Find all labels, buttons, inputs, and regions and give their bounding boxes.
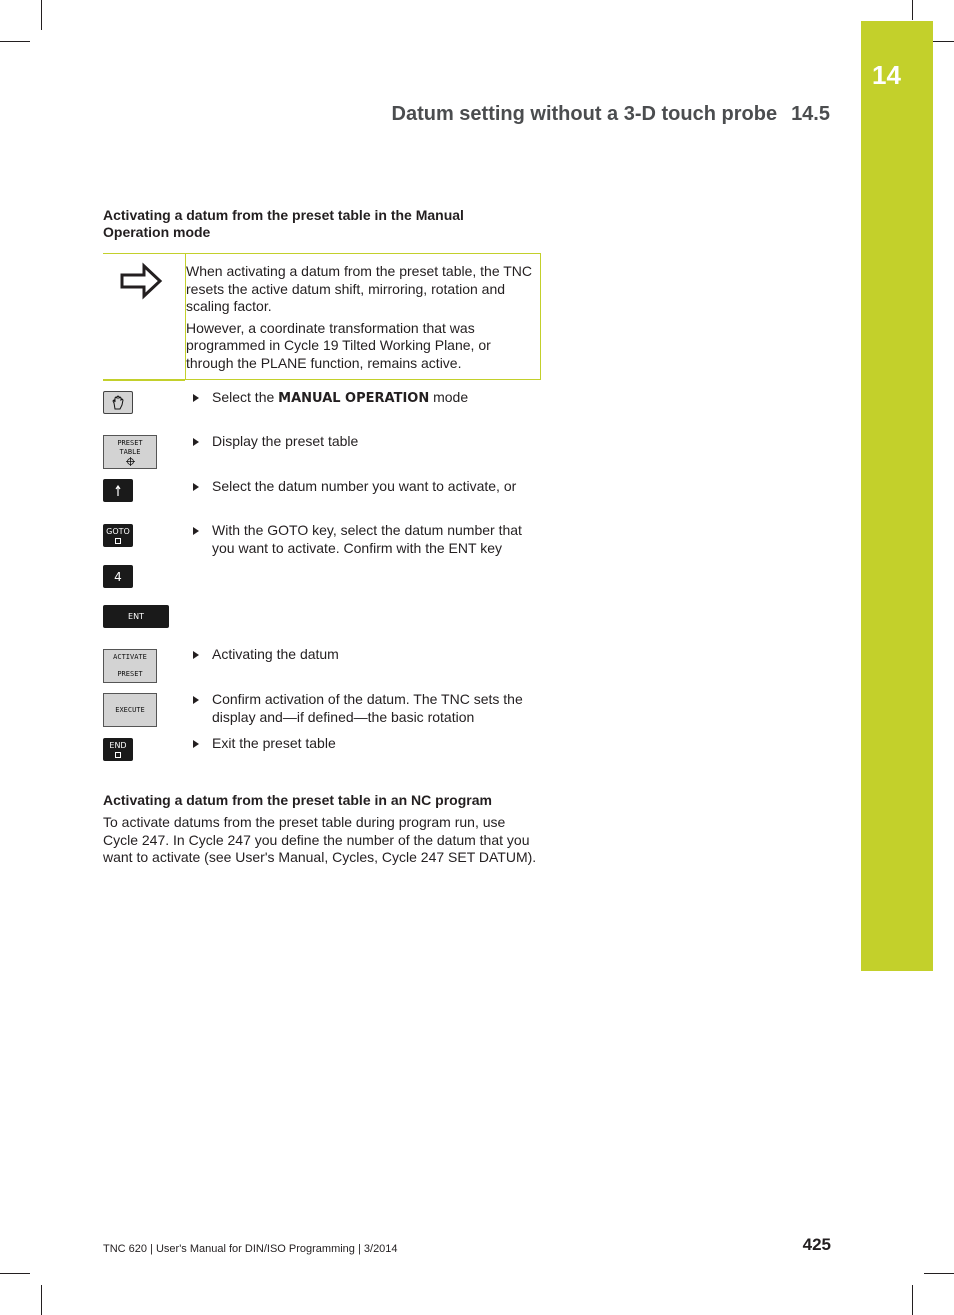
step (193, 735, 543, 753)
ent-key-label: ENT (128, 612, 144, 621)
step-text (212, 389, 543, 408)
step-text: Activating the datum (212, 646, 339, 662)
softkey-label: ACTIVATE (113, 653, 147, 661)
step (193, 433, 543, 451)
header-title: Datum setting without a 3-D touch probe (391, 103, 778, 125)
section-heading: Activating a datum from the preset table in the Manual Operation mode (103, 207, 464, 240)
note-paragraph: When activating a datum from the preset table, the TNC resets the active datum shift, mirroring, rotation and scaling factor. (186, 263, 533, 314)
goto-key-label: GOTO (106, 527, 130, 536)
bullet-triangle-icon (193, 394, 199, 402)
softkey-label: EXECUTE (115, 705, 145, 714)
note-box (103, 253, 541, 380)
step-text: Exit the preset table (212, 735, 336, 751)
bullet-triangle-icon (193, 527, 199, 535)
crop-mark (41, 0, 42, 30)
end-key-label: END (109, 741, 127, 750)
footer-text: TNC 620 | User's Manual for DIN/ISO Programming | 3/2014 (103, 1243, 398, 1255)
activate-preset-softkey[interactable] (103, 649, 157, 683)
running-header (392, 103, 830, 126)
crop-mark (41, 1285, 42, 1315)
chapter-tab (861, 21, 933, 971)
note-paragraph: However, a coordinate transformation that was programmed in Cycle 19 Tilted Working Plane, or through the PLANE function, remains active. (186, 319, 491, 371)
arrow-up-icon (115, 485, 121, 497)
crop-mark (924, 1273, 954, 1274)
note-text (186, 263, 534, 376)
page-number: 425 (802, 1235, 831, 1254)
body-paragraph: To activate datums from the preset table during program run, use Cycle 247. In Cycle 247 you define the number of the datum that you want to activate (see User's Manual, Cycles, Cycle 247 SET DATUM). (103, 814, 537, 865)
bullet-triangle-icon (193, 483, 199, 491)
softkey-label: PRESET (117, 670, 143, 678)
crop-mark (912, 0, 913, 20)
goto-key[interactable] (103, 524, 133, 547)
bullet-triangle-icon (193, 651, 199, 659)
arrow-right-icon (118, 262, 164, 302)
mode-name: MANUAL OPERATION (278, 391, 430, 406)
ent-key[interactable] (103, 605, 169, 628)
step-text-suffix: mode (429, 389, 469, 405)
crop-mark (912, 1285, 913, 1315)
hand-icon (111, 395, 125, 411)
step-text: With the GOTO key, select the datum number that you want to activate. Confirm with the ENT key (212, 522, 522, 556)
arrow-up-key[interactable] (103, 479, 133, 502)
square-icon (115, 752, 121, 758)
chapter-number: 14 (872, 60, 901, 90)
row-rule (103, 380, 185, 381)
end-key[interactable] (103, 738, 133, 761)
crosshair-icon (126, 457, 135, 466)
step-text: Select the datum number you want to activate, or (212, 478, 517, 494)
step-text: Confirm activation of the datum. The TNC sets the display and—if defined—the basic rotation (212, 691, 523, 725)
digit-key-label: 4 (114, 569, 122, 584)
crop-mark (0, 41, 30, 42)
preset-table-softkey[interactable] (103, 435, 157, 469)
softkey-label: TABLE (119, 447, 141, 456)
square-icon (115, 538, 121, 544)
step-text: Display the preset table (212, 433, 359, 449)
softkey-label: PRESET (117, 438, 143, 447)
step (193, 522, 543, 557)
execute-softkey[interactable] (103, 693, 157, 727)
step-text-prefix: Select the (212, 389, 279, 405)
step (193, 646, 543, 664)
bullet-triangle-icon (193, 740, 199, 748)
section-heading: Activating a datum from the preset table in an NC program (103, 792, 492, 808)
digit-4-key[interactable] (103, 565, 133, 588)
manual-operation-key[interactable] (103, 391, 133, 414)
step (193, 478, 543, 496)
step (193, 691, 543, 726)
crop-mark (0, 1273, 30, 1274)
step (193, 389, 543, 408)
header-section: 14.5 (791, 103, 830, 125)
bullet-triangle-icon (193, 438, 199, 446)
bullet-triangle-icon (193, 696, 199, 704)
